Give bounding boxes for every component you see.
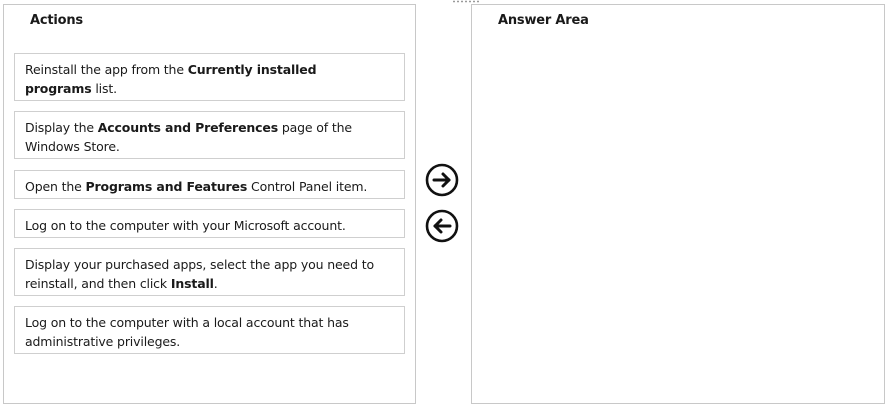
action-text-segment: Currently installed — [187, 62, 317, 77]
action-text-segment: Control Panel item. — [247, 179, 368, 194]
answer-area-title: Answer Area — [498, 13, 589, 28]
actions-panel-title: Actions — [30, 13, 83, 28]
action-item-logon-microsoft[interactable] — [14, 209, 405, 238]
action-text-segment: Log on to the computer with your Microsoft account. — [25, 218, 346, 233]
answer-area-panel[interactable] — [471, 4, 885, 404]
action-item-reinstall[interactable] — [14, 53, 405, 101]
action-text-segment: Display the — [25, 120, 98, 135]
action-text-segment: reinstall, and then click — [25, 276, 171, 291]
action-text-segment: Install — [170, 276, 214, 291]
action-item-accounts-preferences[interactable] — [14, 111, 405, 159]
action-text-segment: Display your purchased apps, select the app you need to — [25, 257, 374, 272]
action-text-segment: programs — [25, 81, 92, 96]
action-text-segment: Windows Store. — [25, 139, 120, 154]
move-right-button[interactable] — [425, 163, 459, 197]
action-text-segment: Log on to the computer with a local account that has — [25, 315, 349, 330]
action-text-segment: Open the — [25, 179, 86, 194]
action-text-segment: Accounts and Preferences — [97, 120, 279, 135]
arrow-right-circle-icon — [425, 163, 459, 197]
action-text-segment: page of the — [278, 120, 352, 135]
action-item-logon-local[interactable] — [14, 306, 405, 354]
action-text-segment: Reinstall the app from the — [25, 62, 188, 77]
action-text-segment: administrative privileges. — [25, 334, 181, 349]
action-item-purchased-apps[interactable] — [14, 248, 405, 296]
drag-handle-dots — [452, 0, 480, 3]
action-text-segment: list. — [91, 81, 117, 96]
actions-panel — [3, 4, 416, 404]
action-text-segment: . — [213, 276, 218, 291]
arrow-left-circle-icon — [425, 209, 459, 243]
action-text-segment: Programs and Features — [85, 179, 248, 194]
action-item-programs-features[interactable] — [14, 170, 405, 199]
move-left-button[interactable] — [425, 209, 459, 243]
